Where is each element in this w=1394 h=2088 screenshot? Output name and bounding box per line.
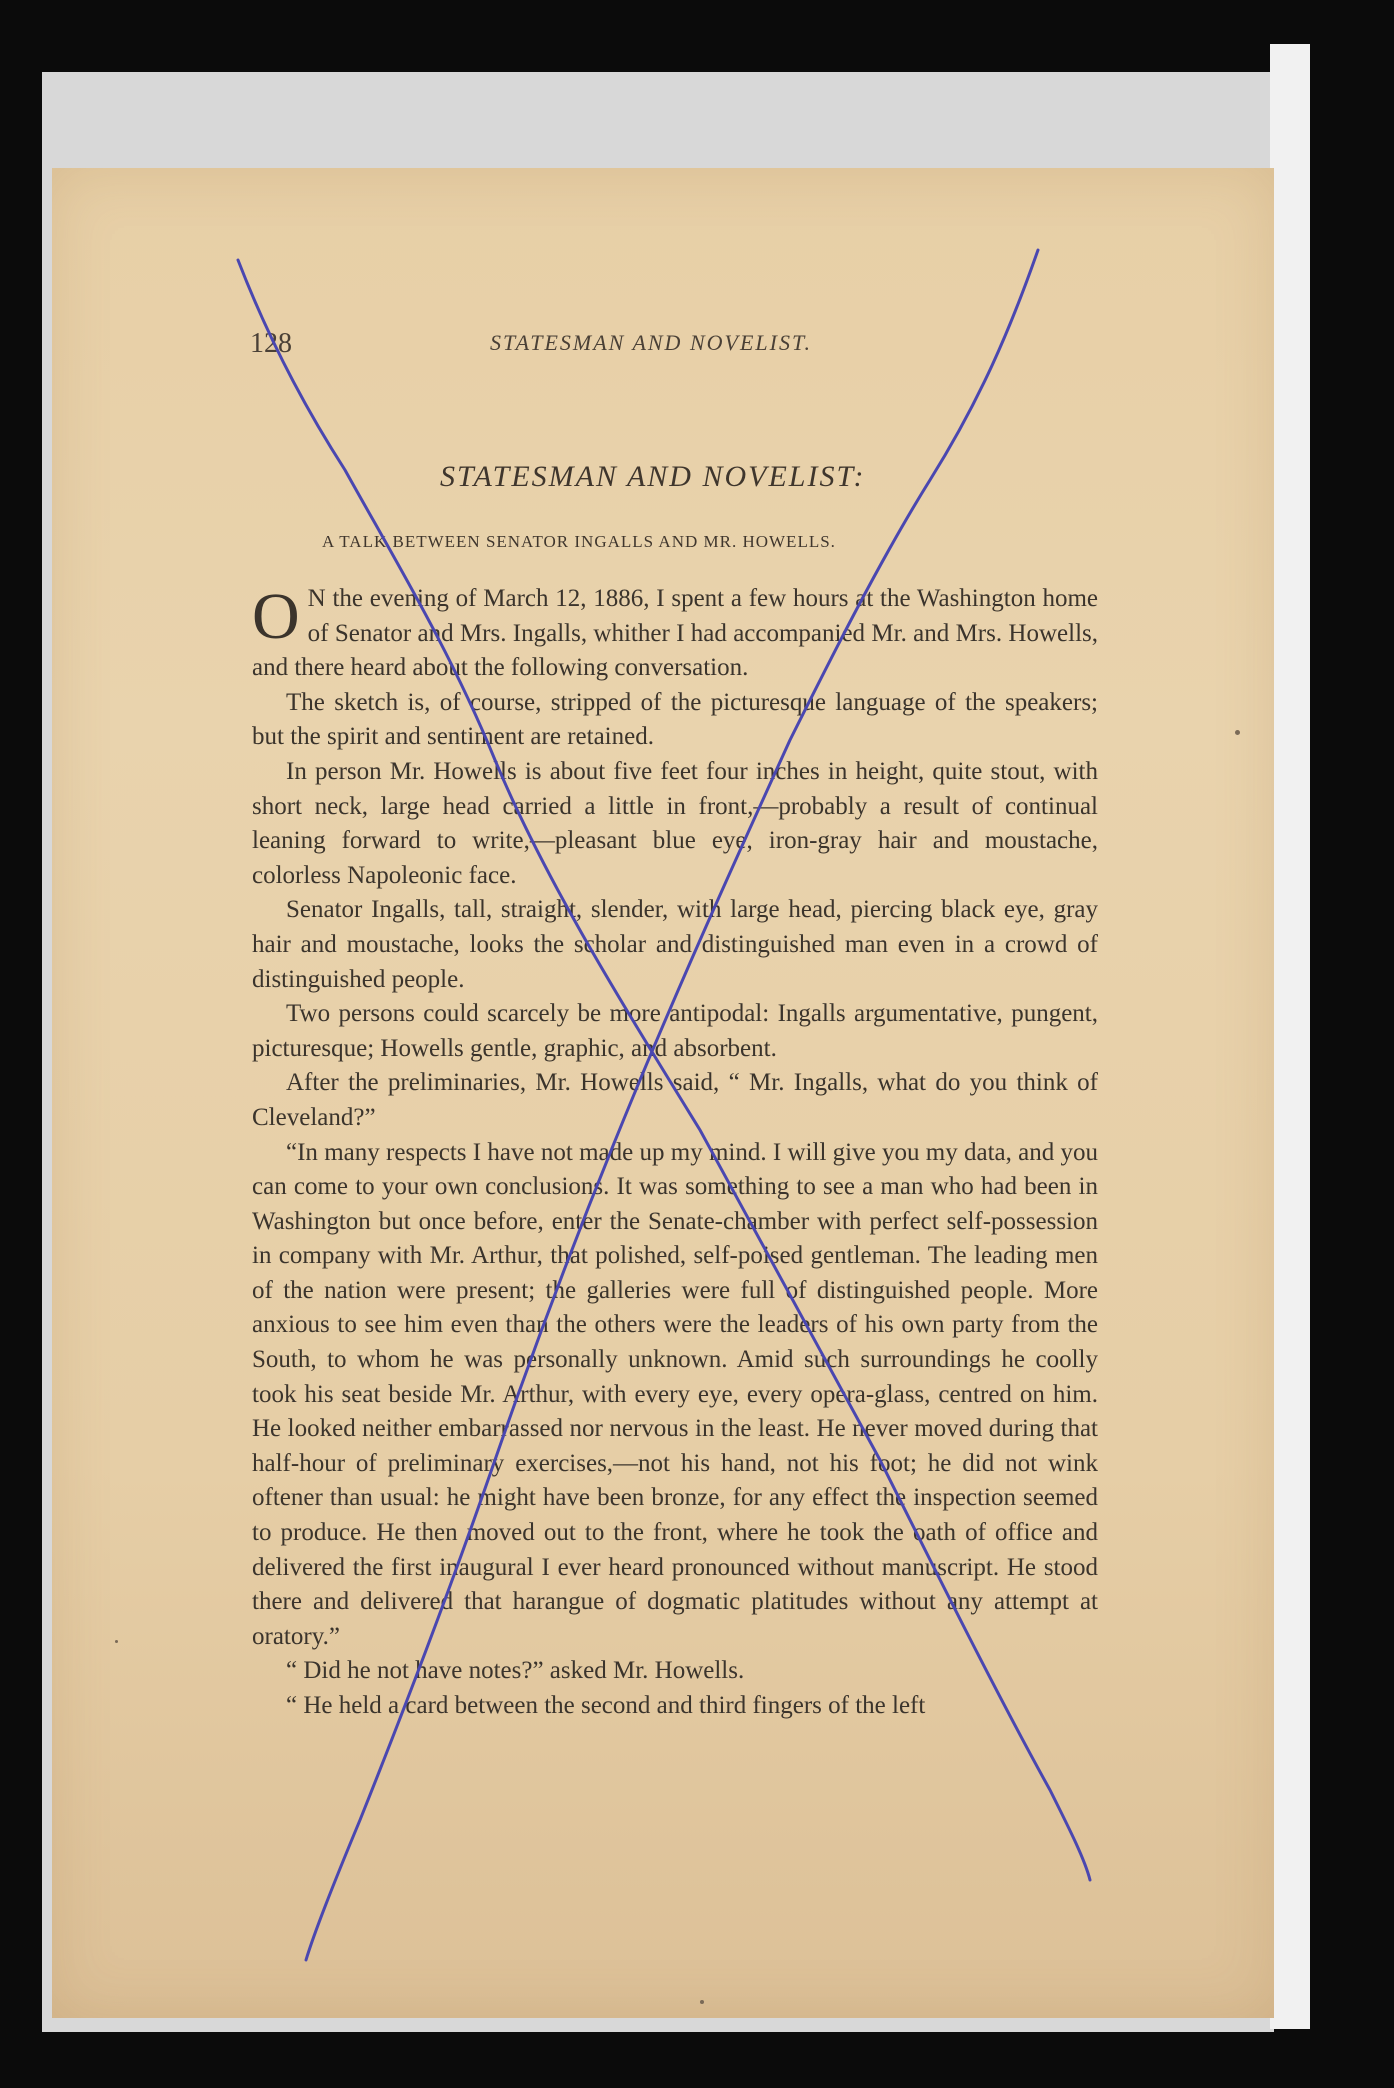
paragraph-1: O N the evening of March 12, 1886, I spent a few hours at the Washington home of Senator and Mrs. Ingalls, whither I had accompanied Mr. and Mrs. Howells, and there heard about the following conversation. (252, 580, 1098, 682)
running-title: STATESMAN AND NOVELIST. (490, 330, 813, 355)
paper-speck (115, 1640, 118, 1643)
paragraph-6: After the preliminaries, Mr. Howells said, “ Mr. Ingalls, what do you think of Cleveland?” (252, 1069, 1098, 1131)
running-head (250, 328, 1100, 368)
paragraph-9: “ He held a card between the second and third fingers of the left (286, 1692, 926, 1719)
article-body (252, 582, 1098, 1724)
paragraph-3: In person Mr. Howells is about five feet four inches in height, quite stout, with short neck, large head carried a little in front,—probably a result of continual leaning forward to write,—pleasant blue eye, iron-gray hair and moustache, colorless Napoleonic face. (252, 757, 1098, 889)
paper-speck (1235, 730, 1240, 735)
paragraph-8: “ Did he not have notes?” asked Mr. Howells. (286, 1657, 745, 1685)
backing-sheet-edge (1270, 44, 1310, 2029)
paragraph-5: Two persons could scarcely be more antipodal: Ingalls argumentative, pungent, picturesque; Howells gentle, graphic, and absorbent. (252, 1000, 1098, 1062)
page-number: 128 (250, 328, 292, 359)
article-subtitle: A TALK BETWEEN SENATOR INGALLS AND MR. HOWELLS. (322, 532, 836, 551)
drop-cap: O (252, 580, 300, 653)
paragraph-4: Senator Ingalls, tall, straight, slender, with large head, piercing black eye, gray hair and moustache, looks the scholar and distinguished man even in a crowd of distinguished people. (252, 896, 1098, 993)
paragraph-7: “In many respects I have not made up my mind. I will give you my data, and you can come to your own conclusions. It was something to see a man who had been in Washington but once before, enter the Senate-chamber with perfect self-possession in company with Mr. Arthur, that polished, self-poised gentleman. The leading men of the nation were present; the galleries were full of distinguished people. More anxious to see him even than the others were the leaders of his own party from the South, to whom he was personally unknown. Amid such surroundings he coolly took his seat beside Mr. Arthur, with every eye, every opera-glass, centred on him. He looked neither embarrassed nor nervous in the least. He never moved during that half-hour of preliminary exercises,—not his hand, not his foot; he did not wink oftener than usual: he might have been bronze, for any effect the inspection seemed to produce. He then moved out to the front, where he took the oath of office and delivered the first inaugural I ever heard pronounced without manuscript. He stood there and delivered that harangue of dogmatic platitudes without any attempt at oratory.” (252, 1138, 1098, 1650)
paper-speck (700, 2000, 704, 2004)
article-title: STATESMAN AND NOVELIST: (440, 460, 866, 493)
paragraph-2: The sketch is, of course, stripped of the picturesque language of the speakers; but the spirit and sentiment are retained. (252, 688, 1098, 751)
